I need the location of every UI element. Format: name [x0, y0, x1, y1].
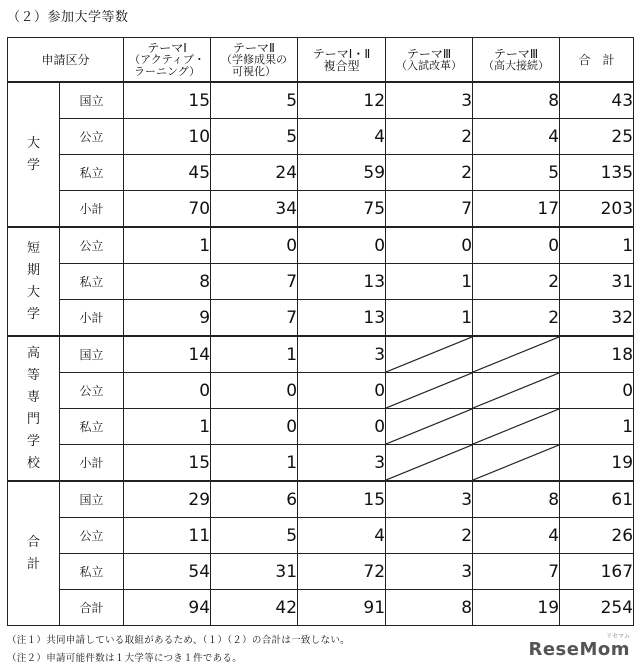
value-cell: 7 — [211, 264, 298, 300]
row-label: 国立 — [60, 481, 124, 518]
group-label-char: 合 — [26, 534, 40, 550]
diagonal-slash — [386, 409, 472, 444]
value-cell: 34 — [211, 191, 298, 228]
header-theme12-line1: テーマⅠ・Ⅱ — [312, 46, 371, 61]
value-cell: 17 — [473, 191, 560, 228]
group-label-char: 短 — [26, 240, 40, 256]
header-theme3b-line1: テーマⅢ — [493, 46, 539, 61]
group-label-char: 大 — [26, 284, 40, 300]
value-cell: 1 — [560, 409, 634, 445]
value-cell: 29 — [124, 481, 211, 518]
value-cell: 19 — [560, 445, 634, 482]
value-cell: 15 — [124, 445, 211, 482]
table-row — [8, 518, 634, 554]
row-label: 私立 — [60, 155, 124, 191]
header-theme2-line1: テーマⅡ — [233, 40, 275, 55]
group-label-junior-college — [8, 227, 60, 336]
value-cell: 10 — [124, 119, 211, 155]
group-label-university — [8, 82, 60, 227]
value-cell: 0 — [211, 227, 298, 264]
resemom-logo-sub: リセマム — [606, 633, 630, 640]
value-cell: 0 — [560, 373, 634, 409]
group-label-char: 大 — [26, 135, 40, 151]
not-applicable-cell — [473, 373, 560, 409]
not-applicable-cell — [473, 445, 560, 482]
value-cell: 1 — [211, 445, 298, 482]
value-cell: 43 — [560, 82, 634, 119]
note-2: （注２）申請可能件数は１大学等につき１件である。 — [7, 653, 243, 664]
table-row — [8, 82, 634, 119]
diagonal-slash — [473, 409, 559, 444]
value-cell: 75 — [298, 191, 386, 228]
header-theme2-line2: （学修成果の — [221, 52, 288, 66]
value-cell: 0 — [473, 227, 560, 264]
header-theme12 — [298, 38, 386, 83]
not-applicable-cell — [386, 336, 473, 373]
row-label: 小計 — [60, 445, 124, 482]
header-category: 申請区分 — [8, 38, 124, 83]
table-row — [8, 155, 634, 191]
value-cell: 0 — [298, 373, 386, 409]
diagonal-slash — [386, 373, 472, 408]
table-row — [8, 554, 634, 590]
not-applicable-cell — [473, 336, 560, 373]
value-cell: 13 — [298, 264, 386, 300]
value-cell: 1 — [386, 300, 473, 337]
table-row — [8, 264, 634, 300]
value-cell: 7 — [473, 554, 560, 590]
table-row — [8, 191, 634, 228]
table-row — [8, 481, 634, 518]
value-cell: 54 — [124, 554, 211, 590]
value-cell: 3 — [298, 445, 386, 482]
not-applicable-cell — [386, 409, 473, 445]
table-row — [8, 409, 634, 445]
diagonal-slash — [473, 445, 559, 480]
value-cell: 9 — [124, 300, 211, 337]
group-label-technical-college — [8, 336, 60, 481]
value-cell: 7 — [386, 191, 473, 228]
row-label: 私立 — [60, 554, 124, 590]
value-cell: 167 — [560, 554, 634, 590]
value-cell: 19 — [473, 590, 560, 626]
value-cell: 3 — [386, 82, 473, 119]
value-cell: 25 — [560, 119, 634, 155]
header-theme2 — [211, 38, 298, 83]
header-theme3a-line1: テーマⅢ — [406, 46, 452, 61]
value-cell: 4 — [473, 119, 560, 155]
row-label: 公立 — [60, 518, 124, 554]
row-label: 小計 — [60, 191, 124, 228]
group-label-total — [8, 481, 60, 626]
table-row — [8, 300, 634, 337]
participants-table — [7, 37, 634, 626]
value-cell: 15 — [298, 481, 386, 518]
group-label-char: 専 — [26, 389, 40, 405]
row-label: 合計 — [60, 590, 124, 626]
value-cell: 18 — [560, 336, 634, 373]
value-cell: 31 — [560, 264, 634, 300]
value-cell: 14 — [124, 336, 211, 373]
value-cell: 4 — [298, 119, 386, 155]
header-theme1-line1: テーマⅠ — [147, 40, 187, 55]
group-label-char: 門 — [26, 411, 40, 427]
value-cell: 0 — [211, 373, 298, 409]
group-label-char: 学 — [26, 306, 40, 322]
diagonal-slash — [473, 337, 559, 372]
value-cell: 4 — [473, 518, 560, 554]
row-label: 私立 — [60, 264, 124, 300]
value-cell: 0 — [211, 409, 298, 445]
not-applicable-cell — [386, 445, 473, 482]
header-total: 合 計 — [560, 38, 634, 83]
group-label-char: 学 — [26, 157, 40, 173]
value-cell: 2 — [473, 300, 560, 337]
table-row — [8, 373, 634, 409]
value-cell: 5 — [473, 155, 560, 191]
value-cell: 94 — [124, 590, 211, 626]
value-cell: 0 — [124, 373, 211, 409]
value-cell: 26 — [560, 518, 634, 554]
value-cell: 59 — [298, 155, 386, 191]
group-label-char: 学 — [26, 433, 40, 449]
header-theme3a-line2: （入試改革） — [396, 58, 463, 72]
not-applicable-cell — [473, 409, 560, 445]
group-label-char: 計 — [26, 556, 40, 572]
value-cell: 13 — [298, 300, 386, 337]
value-cell: 3 — [298, 336, 386, 373]
group-label-char: 等 — [26, 367, 40, 383]
header-theme1 — [124, 38, 211, 83]
header-theme3b — [473, 38, 560, 83]
value-cell: 254 — [560, 590, 634, 626]
diagonal-slash — [386, 445, 472, 480]
diagonal-slash — [473, 373, 559, 408]
value-cell: 4 — [298, 518, 386, 554]
value-cell: 135 — [560, 155, 634, 191]
table-row — [8, 336, 634, 373]
value-cell: 45 — [124, 155, 211, 191]
value-cell: 5 — [211, 82, 298, 119]
value-cell: 5 — [211, 518, 298, 554]
value-cell: 8 — [473, 82, 560, 119]
value-cell: 70 — [124, 191, 211, 228]
value-cell: 5 — [211, 119, 298, 155]
value-cell: 203 — [560, 191, 634, 228]
group-label-char: 校 — [26, 455, 40, 471]
resemom-logo-text: ReseMom — [528, 639, 630, 660]
table-row — [8, 227, 634, 264]
value-cell: 2 — [386, 155, 473, 191]
header-theme12-line2: 複合型 — [323, 58, 360, 73]
value-cell: 0 — [298, 227, 386, 264]
header-theme3b-line2: （高大接続） — [483, 58, 550, 72]
value-cell: 31 — [211, 554, 298, 590]
note-1: （注１）共同申請している取組があるため、（１）（２）の合計は一致しない。 — [7, 635, 350, 646]
table-row — [8, 445, 634, 482]
row-label: 公立 — [60, 119, 124, 155]
value-cell: 1 — [124, 409, 211, 445]
row-label: 国立 — [60, 82, 124, 119]
table-row — [8, 119, 634, 155]
value-cell: 15 — [124, 82, 211, 119]
row-label: 小計 — [60, 300, 124, 337]
value-cell: 8 — [124, 264, 211, 300]
group-label-char: 期 — [26, 262, 40, 278]
row-label: 公立 — [60, 227, 124, 264]
header-theme2-line3: 可視化） — [232, 64, 277, 78]
value-cell: 2 — [473, 264, 560, 300]
value-cell: 8 — [473, 481, 560, 518]
value-cell: 12 — [298, 82, 386, 119]
value-cell: 91 — [298, 590, 386, 626]
value-cell: 42 — [211, 590, 298, 626]
not-applicable-cell — [386, 373, 473, 409]
header-theme1-line2: （アクティブ・ — [129, 52, 205, 66]
value-cell: 1 — [211, 336, 298, 373]
value-cell: 0 — [386, 227, 473, 264]
value-cell: 72 — [298, 554, 386, 590]
value-cell: 2 — [386, 119, 473, 155]
value-cell: 32 — [560, 300, 634, 337]
diagonal-slash — [386, 337, 472, 372]
header-theme3a — [386, 38, 473, 83]
value-cell: 11 — [124, 518, 211, 554]
row-label: 公立 — [60, 373, 124, 409]
value-cell: 0 — [298, 409, 386, 445]
value-cell: 61 — [560, 481, 634, 518]
value-cell: 8 — [386, 590, 473, 626]
value-cell: 2 — [386, 518, 473, 554]
row-label: 私立 — [60, 409, 124, 445]
value-cell: 1 — [124, 227, 211, 264]
table-row — [8, 590, 634, 626]
header-theme1-line3: ラーニング） — [133, 64, 201, 78]
value-cell: 7 — [211, 300, 298, 337]
value-cell: 3 — [386, 481, 473, 518]
row-label: 国立 — [60, 336, 124, 373]
value-cell: 3 — [386, 554, 473, 590]
value-cell: 24 — [211, 155, 298, 191]
resemom-logo — [528, 633, 630, 660]
section-heading: （２）参加大学等数 — [7, 10, 129, 25]
value-cell: 1 — [560, 227, 634, 264]
value-cell: 6 — [211, 481, 298, 518]
group-label-char: 高 — [26, 345, 40, 361]
header-row — [8, 38, 634, 83]
value-cell: 1 — [386, 264, 473, 300]
